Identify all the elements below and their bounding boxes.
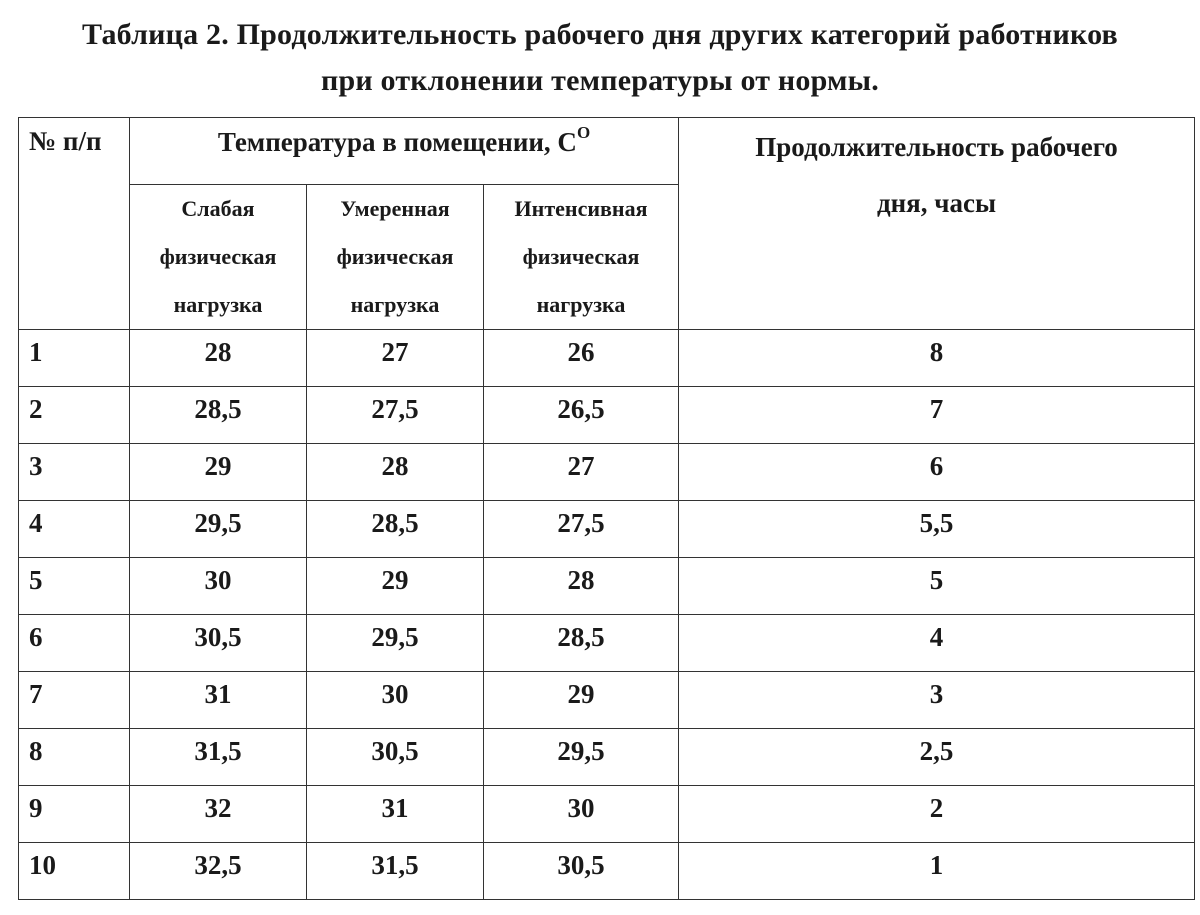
header-temperature-text: Температура в помещении, С <box>217 127 577 157</box>
cell-moderate: 27 <box>307 330 484 387</box>
table-row <box>19 843 1195 900</box>
working-hours-table <box>18 117 1195 900</box>
cell-moderate: 29,5 <box>307 615 484 672</box>
cell-weak: 31,5 <box>130 729 307 786</box>
cell-weak: 31 <box>130 672 307 729</box>
cell-intensive: 29 <box>484 672 679 729</box>
cell-hours: 5 <box>679 558 1195 615</box>
cell-moderate: 28 <box>307 444 484 501</box>
cell-weak: 29,5 <box>130 501 307 558</box>
cell-number: 10 <box>19 843 130 900</box>
header-intensive-load <box>484 185 679 330</box>
cell-hours: 1 <box>679 843 1195 900</box>
cell-intensive: 28,5 <box>484 615 679 672</box>
cell-number: 7 <box>19 672 130 729</box>
header-temperature <box>130 118 679 185</box>
cell-number: 9 <box>19 786 130 843</box>
table-title <box>0 12 1200 104</box>
header-duration <box>679 118 1195 330</box>
cell-moderate: 30,5 <box>307 729 484 786</box>
cell-intensive: 30 <box>484 786 679 843</box>
header-weak-load <box>130 185 307 330</box>
cell-weak: 32,5 <box>130 843 307 900</box>
table-row <box>19 444 1195 501</box>
cell-hours: 8 <box>679 330 1195 387</box>
cell-moderate: 31,5 <box>307 843 484 900</box>
cell-hours: 7 <box>679 387 1195 444</box>
cell-weak: 28 <box>130 330 307 387</box>
header-number: № п/п <box>19 118 130 330</box>
cell-number: 6 <box>19 615 130 672</box>
table-row <box>19 672 1195 729</box>
cell-intensive: 30,5 <box>484 843 679 900</box>
cell-moderate: 29 <box>307 558 484 615</box>
header-intensive-l1: Интенсивная <box>514 196 648 221</box>
header-moderate-load <box>307 185 484 330</box>
cell-number: 2 <box>19 387 130 444</box>
cell-number: 3 <box>19 444 130 501</box>
cell-number: 4 <box>19 501 130 558</box>
cell-number: 1 <box>19 330 130 387</box>
header-duration-line-1: Продолжительность рабочего <box>755 132 1118 162</box>
title-line-2: при отклонении температуры от нормы. <box>320 64 880 97</box>
table-row <box>19 558 1195 615</box>
cell-intensive: 26,5 <box>484 387 679 444</box>
cell-weak: 30 <box>130 558 307 615</box>
table-row <box>19 615 1195 672</box>
cell-weak: 32 <box>130 786 307 843</box>
cell-intensive: 27 <box>484 444 679 501</box>
cell-moderate: 30 <box>307 672 484 729</box>
table-row <box>19 786 1195 843</box>
table-row <box>19 729 1195 786</box>
cell-hours: 5,5 <box>679 501 1195 558</box>
header-weak-l3: нагрузка <box>173 292 263 317</box>
cell-number: 5 <box>19 558 130 615</box>
header-weak-l1: Слабая <box>181 196 255 221</box>
header-moderate-l3: нагрузка <box>350 292 440 317</box>
table-row <box>19 387 1195 444</box>
header-temperature-degree: О <box>576 123 591 142</box>
cell-intensive: 27,5 <box>484 501 679 558</box>
header-moderate-l1: Умеренная <box>340 196 450 221</box>
table-row <box>19 501 1195 558</box>
cell-weak: 30,5 <box>130 615 307 672</box>
table-row <box>19 330 1195 387</box>
cell-hours: 2 <box>679 786 1195 843</box>
header-weak-l2: физическая <box>159 244 277 269</box>
cell-hours: 6 <box>679 444 1195 501</box>
title-line-1: Таблица 2. Продолжительность рабочего дня других категорий работников <box>82 18 1118 51</box>
cell-moderate: 27,5 <box>307 387 484 444</box>
cell-moderate: 31 <box>307 786 484 843</box>
header-duration-line-2: дня, часы <box>876 188 997 218</box>
cell-intensive: 28 <box>484 558 679 615</box>
cell-number: 8 <box>19 729 130 786</box>
header-moderate-l2: физическая <box>336 244 454 269</box>
header-intensive-l2: физическая <box>522 244 640 269</box>
cell-hours: 4 <box>679 615 1195 672</box>
cell-hours: 3 <box>679 672 1195 729</box>
cell-intensive: 29,5 <box>484 729 679 786</box>
header-intensive-l3: нагрузка <box>536 292 626 317</box>
cell-intensive: 26 <box>484 330 679 387</box>
cell-moderate: 28,5 <box>307 501 484 558</box>
cell-weak: 29 <box>130 444 307 501</box>
cell-weak: 28,5 <box>130 387 307 444</box>
cell-hours: 2,5 <box>679 729 1195 786</box>
